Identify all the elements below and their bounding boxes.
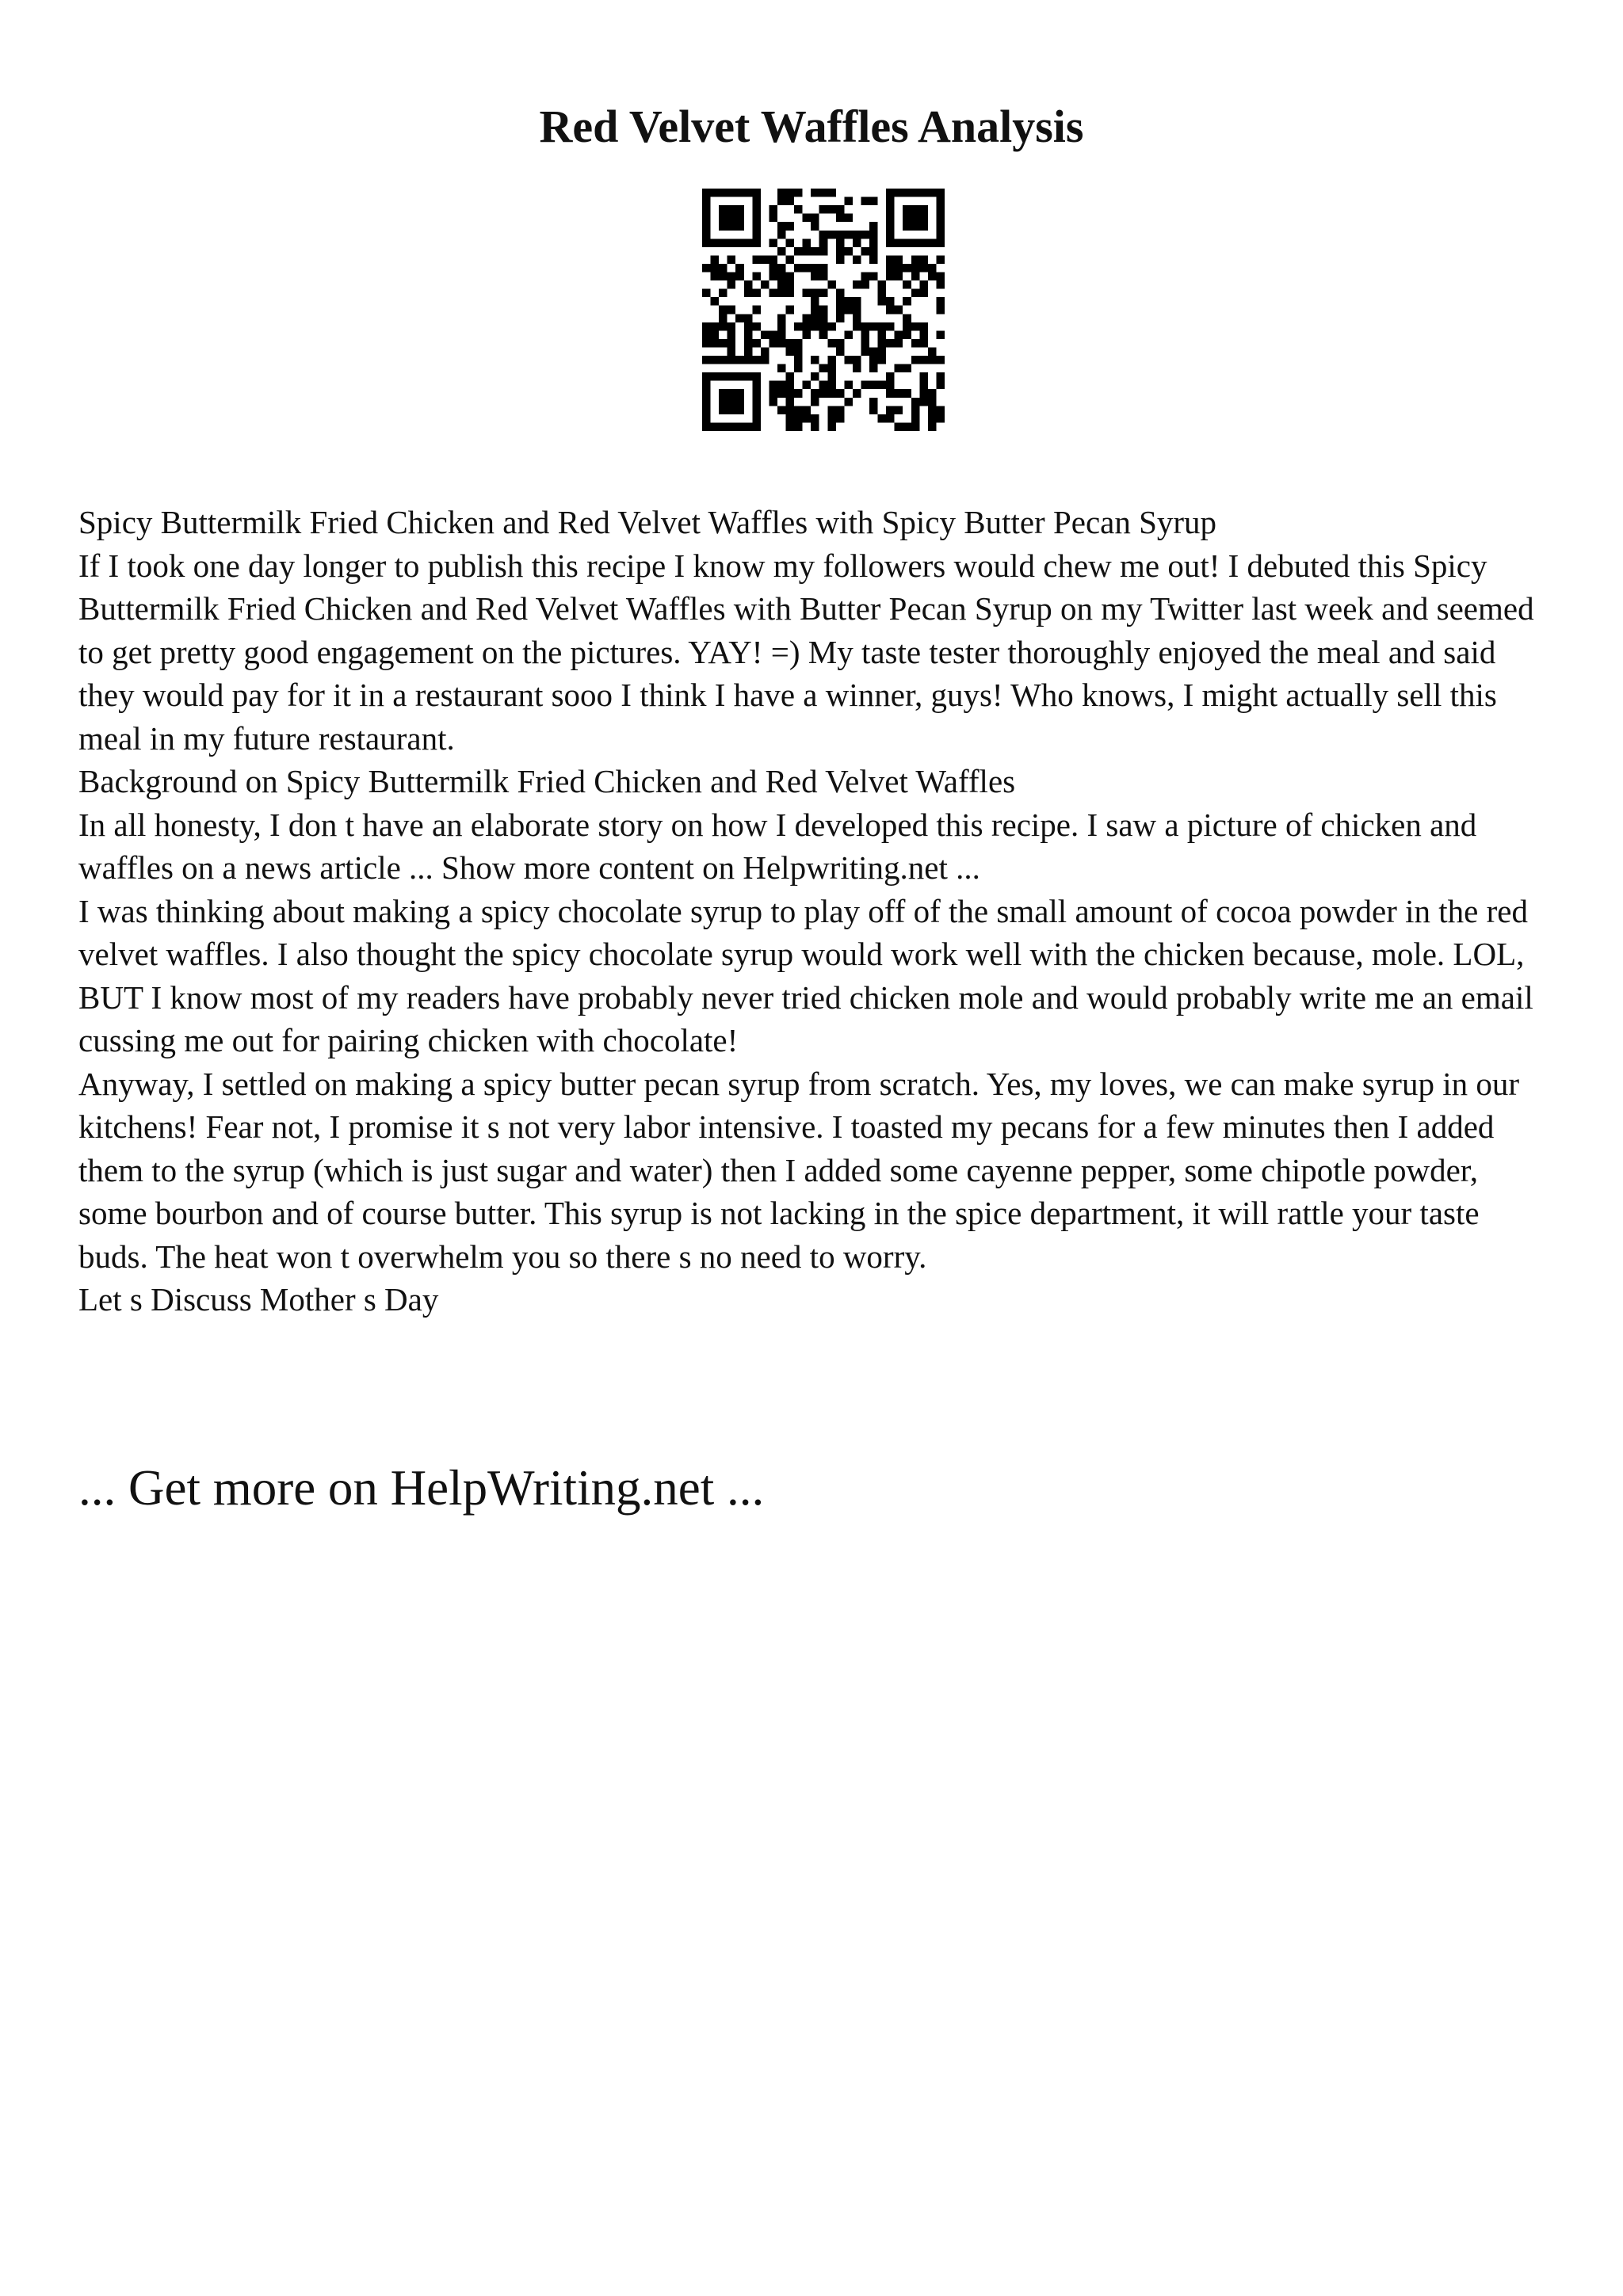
document-title: Red Velvet Waffles Analysis <box>539 101 1084 152</box>
paragraph-intro: If I took one day longer to publish this recipe I know my followers would chew me out! I debuted this Spicy Buttermilk Fried Chicken and Red Velvet Waffles with Butter Pecan Syrup on my Twitter last week and seemed to get pretty good engagement on the pictures. YAY! =) My taste tester thoroughly enjoyed the meal and said they would pay for it in a restaurant sooo I think I have a winner, guys! Who knows, I might actually sell this meal in my future restaurant. <box>78 547 1534 757</box>
paragraph-recipe-title: Spicy Buttermilk Fried Chicken and Red Velvet Waffles with Spicy Butter Pecan Syrup <box>78 504 1217 540</box>
get-more-link[interactable]: ... Get more on HelpWriting.net ... <box>78 1460 765 1516</box>
paragraph-background-heading: Background on Spicy Buttermilk Fried Chicken and Red Velvet Waffles <box>78 763 1016 799</box>
paragraph-background: In all honesty, I don t have an elaborate story on how I developed this recipe. I saw a picture of chicken and waffles on a news article ... Show more content on Helpwriting.net ... <box>78 806 1477 886</box>
paragraph-pecan-syrup: Anyway, I settled on making a spicy butter pecan syrup from scratch. Yes, my loves, we can make syrup in our kitchens! Fear not, I promise it s not very labor intensive. I toasted my pecans for a few minutes then I added them to the syrup (which is just sugar and water) then I added some cayenne pepper, some chipotle powder, some bourbon and of course butter. This syrup is not lacking in the spice department, it will rattle your taste buds. The heat won t overwhelm you so there s no need to worry. <box>78 1065 1519 1275</box>
article-body <box>78 501 1552 1322</box>
paragraph-chocolate-syrup: I was thinking about making a spicy chocolate syrup to play off of the small amount of cocoa powder in the red velvet waffles. I also thought the spicy chocolate syrup would work well with the chicken because, mole. LOL, BUT I know most of my readers have probably never tried chicken mole and would probably write me an email cussing me out for pairing chicken with chocolate! <box>78 892 1533 1058</box>
qr-code-icon[interactable] <box>702 189 945 431</box>
paragraph-mothers-day: Let s Discuss Mother s Day <box>78 1281 439 1318</box>
